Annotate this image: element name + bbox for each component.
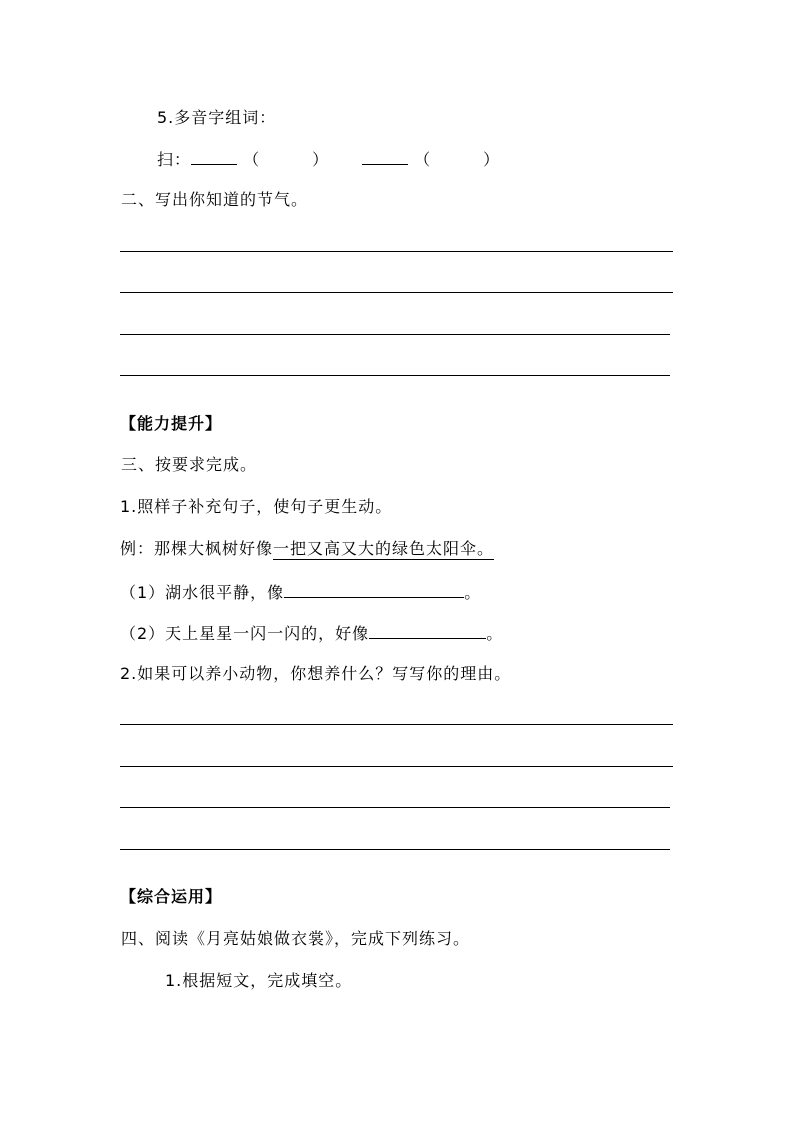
q5-blank-1[interactable] — [191, 148, 237, 165]
example-prefix: 例：那棵大枫树好像 — [120, 539, 274, 558]
item2-blank[interactable] — [369, 622, 486, 639]
answer-line[interactable] — [120, 849, 670, 850]
integrated-heading: 【综合运用】 — [120, 887, 223, 906]
answer-line[interactable] — [120, 375, 670, 376]
q5-line-2 — [362, 148, 500, 170]
answer-line[interactable] — [120, 292, 673, 293]
answer-line[interactable] — [120, 334, 670, 335]
paren-close-1: ） — [312, 150, 330, 169]
q5-line — [157, 148, 329, 170]
q4-1: 1.根据短文，完成填空。 — [165, 971, 353, 990]
q3-2: 2.如果可以养小动物，你想养什么？写写你的理由。 — [120, 664, 512, 683]
item1-prefix: （1）湖水很平静，像 — [120, 583, 285, 602]
section4-title: 四、阅读《月亮姑娘做衣裳》，完成下列练习。 — [121, 929, 471, 948]
section3-title: 三、按要求完成。 — [121, 455, 258, 474]
answer-line[interactable] — [120, 807, 670, 808]
paren-open-2: （ — [414, 150, 432, 169]
answer-line[interactable] — [120, 724, 673, 725]
item1-blank[interactable] — [284, 581, 464, 598]
example-sentence — [120, 539, 494, 559]
item2-suffix: 。 — [486, 624, 504, 643]
q5-char: 扫： — [157, 150, 192, 169]
answer-line[interactable] — [120, 251, 673, 252]
section2-title: 二、写出你知道的节气。 — [121, 190, 309, 209]
paren-close-2: ） — [483, 150, 501, 169]
item-1 — [120, 581, 481, 603]
example-underlined: 一把又高又大的绿色太阳伞。 — [273, 539, 495, 558]
q5-blank-2[interactable] — [362, 148, 408, 165]
q5-title: 5.多音字组词： — [157, 108, 277, 127]
item1-suffix: 。 — [464, 583, 482, 602]
q3-1: 1.照样子补充句子，使句子更生动。 — [120, 497, 393, 516]
ability-heading: 【能力提升】 — [120, 414, 223, 433]
answer-line[interactable] — [120, 766, 673, 767]
item-2 — [120, 622, 503, 644]
paren-open-1: （ — [243, 150, 261, 169]
item2-prefix: （2）天上星星一闪一闪的，好像 — [120, 624, 370, 643]
